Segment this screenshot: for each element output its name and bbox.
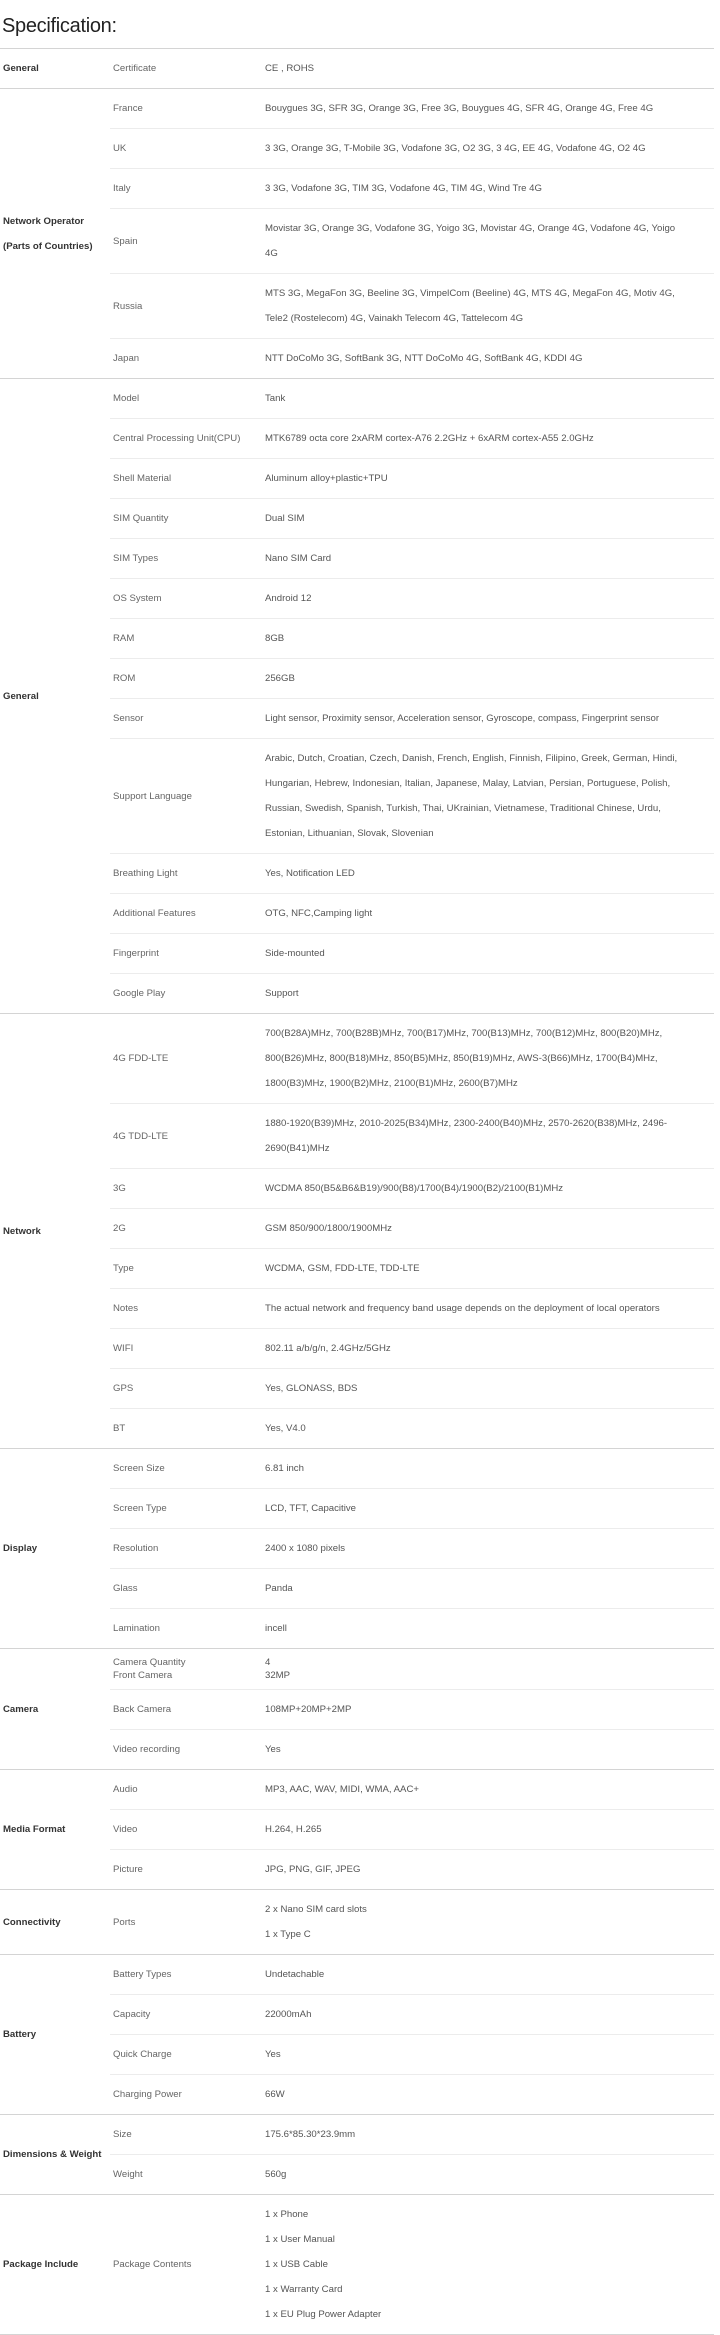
spec-value-line: Arabic, Dutch, Croatian, Czech, Danish, French, English, Finnish, Filipino, Greek, German, Hindi, — [265, 753, 678, 764]
spec-value-line: 8GB — [265, 633, 285, 644]
spec-row — [0, 2195, 714, 2335]
spec-value — [262, 1529, 714, 1569]
spec-key: Resolution — [110, 1529, 262, 1569]
spec-value-line: CE , ROHS — [265, 63, 315, 74]
spec-value-line: JPG, PNG, GIF, JPEG — [265, 1864, 361, 1875]
spec-row — [0, 1014, 714, 1104]
spec-value — [262, 1209, 714, 1249]
spec-value — [262, 2115, 714, 2155]
spec-key: WIFI — [110, 1329, 262, 1369]
spec-value-line: 1 x EU Plug Power Adapter — [265, 2309, 382, 2320]
group-label-display: Display — [0, 1449, 110, 1649]
spec-row — [0, 1449, 714, 1489]
spec-key: SIM Quantity — [110, 499, 262, 539]
spec-value — [262, 419, 714, 459]
spec-key: Picture — [110, 1850, 262, 1890]
spec-value — [262, 539, 714, 579]
spec-value-line: 4 — [265, 1657, 271, 1668]
spec-value — [262, 1249, 714, 1289]
spec-value-line: 1 x User Manual — [265, 2234, 335, 2245]
spec-key: Shell Material — [110, 459, 262, 499]
spec-value — [262, 2155, 714, 2195]
spec-value — [262, 1104, 714, 1169]
spec-key: 2G — [110, 1209, 262, 1249]
spec-value-line: 3 3G, Orange 3G, T-Mobile 3G, Vodafone 3G, O2 3G, 3 4G, EE 4G, Vodafone 4G, O2 4G — [265, 143, 646, 154]
spec-value-line: WCDMA, GSM, FDD-LTE, TDD-LTE — [265, 1263, 420, 1274]
spec-value — [262, 934, 714, 974]
spec-key: Charging Power — [110, 2075, 262, 2115]
spec-value-line: GSM 850/900/1800/1900MHz — [265, 1223, 392, 1234]
spec-row — [0, 1955, 714, 1995]
spec-key: OS System — [110, 579, 262, 619]
spec-value-line: Estonian, Lithuanian, Slovak, Slovenian — [265, 828, 434, 839]
spec-value-line: The actual network and frequency band usage depends on the deployment of local operators — [265, 1303, 660, 1314]
group-label-camera: Camera — [0, 1649, 110, 1770]
spec-value-line: 2400 x 1080 pixels — [265, 1543, 346, 1554]
spec-value — [262, 209, 714, 274]
spec-value-line: Android 12 — [265, 593, 312, 604]
spec-value-line: incell — [265, 1623, 287, 1634]
spec-key: Battery Types — [110, 1955, 262, 1995]
spec-key: Back Camera — [110, 1690, 262, 1730]
spec-row — [0, 379, 714, 419]
spec-row — [0, 49, 714, 89]
spec-value — [262, 699, 714, 739]
spec-value — [262, 1569, 714, 1609]
spec-key: Japan — [110, 339, 262, 379]
spec-key: Audio — [110, 1770, 262, 1810]
spec-value-line: 6.81 inch — [265, 1463, 304, 1474]
spec-key: Glass — [110, 1569, 262, 1609]
spec-key: Screen Type — [110, 1489, 262, 1529]
spec-value — [262, 1770, 714, 1810]
spec-value — [262, 1995, 714, 2035]
spec-value-line: Russian, Swedish, Spanish, Turkish, Thai, UKrainian, Vietnamese, Traditional Chinese, Urdu, — [265, 803, 661, 814]
spec-key: SIM Types — [110, 539, 262, 579]
spec-value — [262, 1329, 714, 1369]
group-label-connectivity: Connectivity — [0, 1890, 110, 1955]
spec-key: France — [110, 89, 262, 129]
spec-value — [262, 2075, 714, 2115]
spec-value — [262, 1489, 714, 1529]
spec-key: Capacity — [110, 1995, 262, 2035]
group-label-media-format: Media Format — [0, 1770, 110, 1890]
spec-value-line: 2 x Nano SIM card slots — [265, 1904, 367, 1915]
spec-value-line: Dual SIM — [265, 513, 305, 524]
spec-value-line: 1 x Phone — [265, 2209, 309, 2220]
spec-key: ROM — [110, 659, 262, 699]
spec-value — [262, 89, 714, 129]
spec-value-line: 22000mAh — [265, 2009, 312, 2020]
spec-value — [262, 854, 714, 894]
spec-value — [262, 974, 714, 1014]
spec-value — [262, 1289, 714, 1329]
spec-key: Lamination — [110, 1609, 262, 1649]
group-label-general: General — [0, 379, 110, 1014]
spec-key: RAM — [110, 619, 262, 659]
spec-row — [0, 1649, 714, 1690]
spec-value-line: 256GB — [265, 673, 295, 684]
spec-value-line: Nano SIM Card — [265, 553, 332, 564]
spec-key: Italy — [110, 169, 262, 209]
spec-key: Support Language — [110, 739, 262, 854]
spec-value-line: Hungarian, Hebrew, Indonesian, Italian, Japanese, Malay, Latvian, Persian, Portuguese, Polish, — [265, 778, 671, 789]
spec-key: Weight — [110, 2155, 262, 2195]
spec-value — [262, 459, 714, 499]
spec-value — [262, 169, 714, 209]
spec-value — [262, 499, 714, 539]
spec-value — [262, 2035, 714, 2075]
spec-key: Quick Charge — [110, 2035, 262, 2075]
spec-value-line: OTG, NFC,Camping light — [265, 908, 373, 919]
spec-value-line: 32MP — [265, 1670, 291, 1681]
spec-table — [0, 48, 714, 2335]
spec-value-line: 175.6*85.30*23.9mm — [265, 2129, 356, 2140]
spec-value — [262, 1810, 714, 1850]
spec-value — [262, 1730, 714, 1770]
spec-key: Ports — [110, 1890, 262, 1955]
spec-value-line: Yes, Notification LED — [265, 868, 355, 879]
spec-value-line: Yes — [265, 2049, 281, 2060]
spec-value — [262, 379, 714, 419]
spec-value-line: 560g — [265, 2169, 287, 2180]
spec-value-line: Tank — [265, 393, 286, 404]
spec-key: Type — [110, 1249, 262, 1289]
spec-value — [262, 1955, 714, 1995]
spec-value-line: 800(B26)MHz, 800(B18)MHz, 850(B5)MHz, 850(B19)MHz, AWS-3(B66)MHz, 1700(B4)MHz, — [265, 1053, 658, 1064]
spec-key: Package Contents — [110, 2195, 262, 2335]
spec-value-line: Light sensor, Proximity sensor, Acceleration sensor, Gyroscope, compass, Fingerprint sensor — [265, 713, 660, 724]
spec-value — [262, 1890, 714, 1955]
group-label-general: General — [0, 49, 110, 89]
spec-value-line: 700(B28A)MHz, 700(B28B)MHz, 700(B17)MHz, 700(B13)MHz, 700(B12)MHz, 800(B20)MHz, — [265, 1028, 663, 1039]
spec-value-line: Tele2 (Rostelecom) 4G, Vainakh Telecom 4G, Tattelecom 4G — [265, 313, 524, 324]
spec-row — [0, 89, 714, 129]
spec-key-line: Camera Quantity — [113, 1657, 186, 1668]
spec-value-line: Aluminum alloy+plastic+TPU — [265, 473, 388, 484]
spec-value-line: Yes — [265, 1744, 281, 1755]
spec-value — [262, 659, 714, 699]
spec-value-line: 66W — [265, 2089, 285, 2100]
group-label-dimensions-weight: Dimensions & Weight — [0, 2115, 110, 2195]
spec-value-line: Panda — [265, 1583, 293, 1594]
spec-value-line: 1 x USB Cable — [265, 2259, 328, 2270]
spec-key: BT — [110, 1409, 262, 1449]
spec-value — [262, 339, 714, 379]
spec-key: 4G FDD-LTE — [110, 1014, 262, 1104]
spec-value — [262, 1609, 714, 1649]
spec-value-line: Support — [265, 988, 299, 999]
spec-value-line: 2690(B41)MHz — [265, 1143, 330, 1154]
spec-value — [262, 579, 714, 619]
spec-key: Notes — [110, 1289, 262, 1329]
spec-value — [262, 49, 714, 89]
spec-key: Russia — [110, 274, 262, 339]
spec-value-line: 1800(B3)MHz, 1900(B2)MHz, 2100(B1)MHz, 2600(B7)MHz — [265, 1078, 518, 1089]
spec-value-line: Side-mounted — [265, 948, 325, 959]
spec-value — [262, 2195, 714, 2335]
spec-value — [262, 1014, 714, 1104]
spec-value — [262, 1850, 714, 1890]
spec-value-line: 3 3G, Vodafone 3G, TIM 3G, Vodafone 4G, TIM 4G, Wind Tre 4G — [265, 183, 542, 194]
spec-key: Video recording — [110, 1730, 262, 1770]
spec-value-line: Yes, GLONASS, BDS — [265, 1383, 358, 1394]
spec-value-line: MTS 3G, MegaFon 3G, Beeline 3G, VimpelCom (Beeline) 4G, MTS 4G, MegaFon 4G, Motiv 4G, — [265, 288, 675, 299]
spec-value-line: NTT DoCoMo 3G, SoftBank 3G, NTT DoCoMo 4G, SoftBank 4G, KDDI 4G — [265, 353, 583, 364]
spec-key: Breathing Light — [110, 854, 262, 894]
spec-key — [110, 1649, 262, 1690]
spec-value-line: MP3, AAC, WAV, MIDI, WMA, AAC+ — [265, 1784, 419, 1795]
spec-row — [0, 1770, 714, 1810]
spec-row — [0, 2115, 714, 2155]
page-title: Specification: — [2, 15, 117, 37]
spec-key: Video — [110, 1810, 262, 1850]
spec-value — [262, 274, 714, 339]
spec-value — [262, 619, 714, 659]
spec-value-line: MTK6789 octa core 2xARM cortex-A76 2.2GHz + 6xARM cortex-A55 2.0GHz — [265, 433, 594, 444]
spec-value-line: H.264, H.265 — [265, 1824, 322, 1835]
spec-value-line: Bouygues 3G, SFR 3G, Orange 3G, Free 3G, Bouygues 4G, SFR 4G, Orange 4G, Free 4G — [265, 103, 654, 114]
spec-value-line: Movistar 3G, Orange 3G, Vodafone 3G, Yoigo 3G, Movistar 4G, Orange 4G, Vodafone 4G, Yoigo — [265, 223, 676, 234]
spec-key: GPS — [110, 1369, 262, 1409]
spec-key: Size — [110, 2115, 262, 2155]
spec-key: Screen Size — [110, 1449, 262, 1489]
spec-value — [262, 129, 714, 169]
spec-value-line: Yes, V4.0 — [265, 1423, 306, 1434]
spec-key: Central Processing Unit(CPU) — [110, 419, 262, 459]
group-label-network-operator-parts-of-countries: Network Operator (Parts of Countries) — [0, 89, 110, 379]
spec-key: Certificate — [110, 49, 262, 89]
group-label-package-include: Package Include — [0, 2195, 110, 2335]
spec-value-line: LCD, TFT, Capacitive — [265, 1503, 356, 1514]
spec-row — [0, 1890, 714, 1955]
spec-value — [262, 739, 714, 854]
spec-value — [262, 1409, 714, 1449]
spec-key: UK — [110, 129, 262, 169]
spec-key: 3G — [110, 1169, 262, 1209]
spec-key: Model — [110, 379, 262, 419]
spec-value — [262, 1649, 714, 1690]
spec-key: Google Play — [110, 974, 262, 1014]
spec-value-line: 802.11 a/b/g/n, 2.4GHz/5GHz — [265, 1343, 391, 1354]
spec-value — [262, 1369, 714, 1409]
spec-key: Fingerprint — [110, 934, 262, 974]
spec-value — [262, 1449, 714, 1489]
spec-value-line: WCDMA 850(B5&B6&B19)/900(B8)/1700(B4)/1900(B2)/2100(B1)MHz — [265, 1183, 564, 1194]
spec-value-line: 108MP+20MP+2MP — [265, 1704, 352, 1715]
spec-key: Spain — [110, 209, 262, 274]
spec-value-line: 1 x Type C — [265, 1929, 311, 1940]
spec-key: Additional Features — [110, 894, 262, 934]
spec-value — [262, 1690, 714, 1730]
spec-value-line: 1880-1920(B39)MHz, 2010-2025(B34)MHz, 2300-2400(B40)MHz, 2570-2620(B38)MHz, 2496- — [265, 1118, 668, 1129]
spec-key-line: Front Camera — [113, 1670, 173, 1681]
spec-value — [262, 1169, 714, 1209]
spec-key: Sensor — [110, 699, 262, 739]
spec-value-line: 1 x Warranty Card — [265, 2284, 343, 2295]
spec-key: 4G TDD-LTE — [110, 1104, 262, 1169]
group-label-battery: Battery — [0, 1955, 110, 2115]
spec-value-line: 4G — [265, 248, 278, 259]
spec-value-line: Undetachable — [265, 1969, 325, 1980]
spec-value — [262, 894, 714, 934]
group-label-network: Network — [0, 1014, 110, 1449]
